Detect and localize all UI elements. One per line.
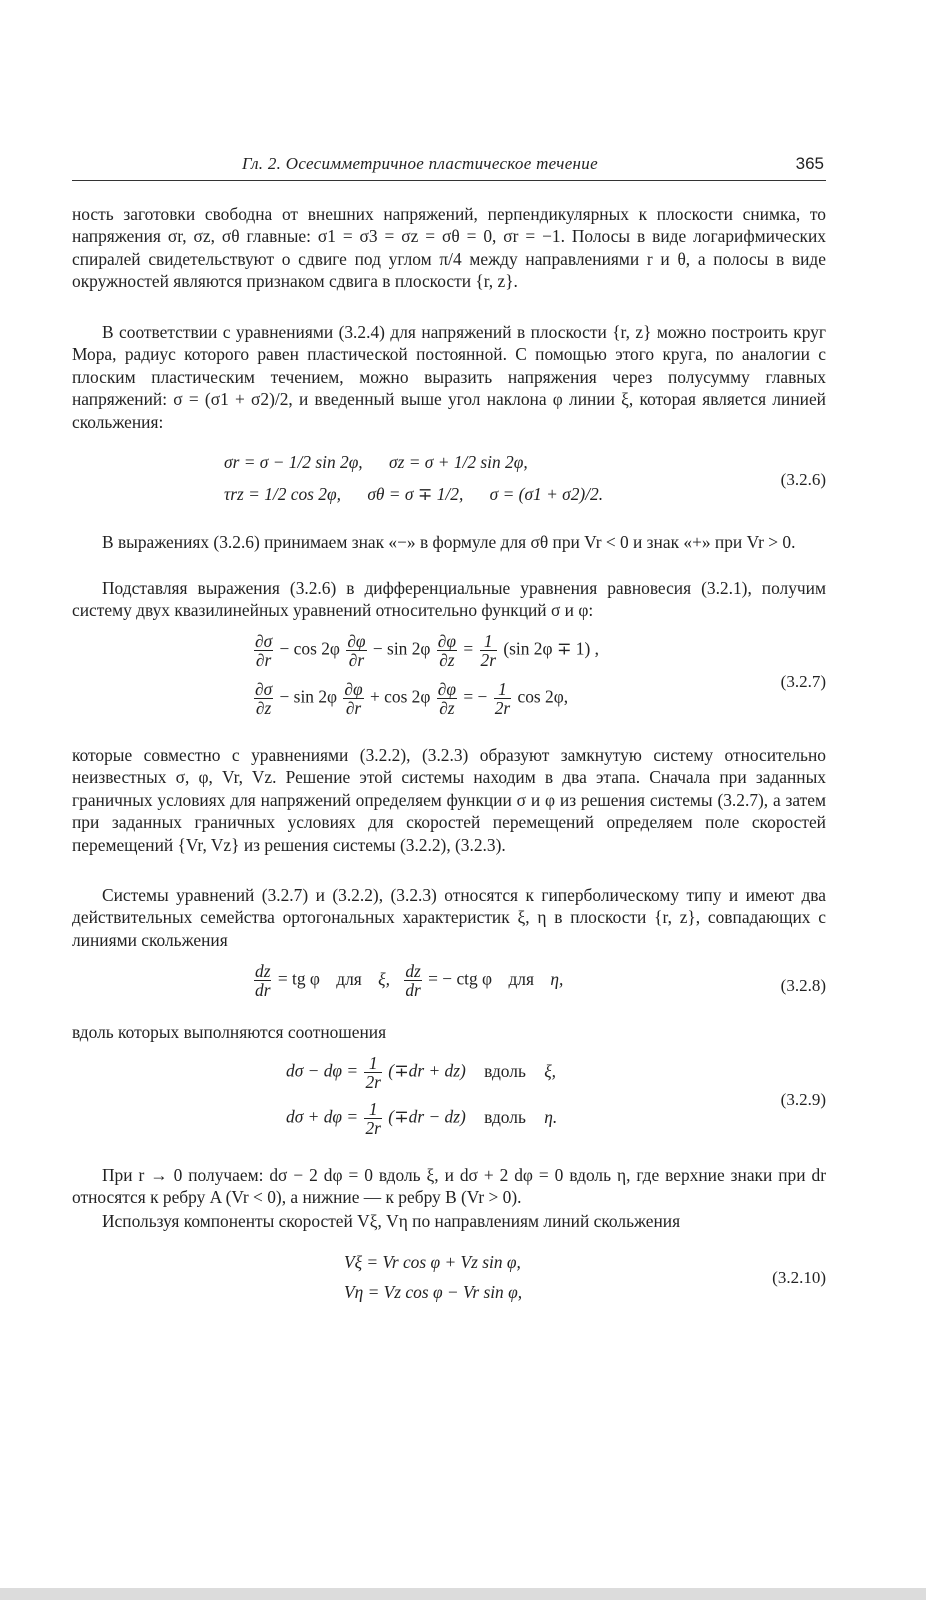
denominator: ∂r [255,650,272,670]
numerator: ∂φ [347,631,366,651]
eq-term: ξ, [378,968,390,989]
fraction [254,680,273,717]
denominator: 2r [365,1072,381,1092]
eq-line [224,484,603,505]
denominator: ∂z [439,650,455,670]
eq-term: = [463,638,474,659]
paragraph-5: которые совместно с уравнениями (3.2.2), (3.2.3) образуют замкнутую систему относительно неизвестных σ, φ, Vr, Vz. Решение этой системы находим в два этапа. Сначала при заданных граничных условиях для напряжений определяем функции σ и φ из решения системы (3.2.7), а затем при заданных граничных условиях для скоростей перемещений определяем поле скоростей перемещений {Vr, Vz} из решения системы (3.2.2), (3.2.3). [72,745,826,855]
fraction [437,680,457,717]
eq-term: = − ctg φ [428,968,493,989]
eq-line [252,680,568,717]
paragraph-8: При r → 0 получаем: dσ − 2 dφ = 0 вдоль ξ, и dσ + 2 dφ = 0 вдоль η, где верхние знаки при dr относятся к ребру A (Vr < 0), а нижние — к ребру B (Vr > 0). [72,1165,826,1208]
numerator: ∂φ [437,631,456,651]
eq-word: для [508,968,534,989]
paragraph-6: Системы уравнений (3.2.7) и (3.2.2), (3.2.3) относятся к гиперболическому типу и имеют два действительных семейства ортогональных характеристик ξ, η в плоскости {r, z}, совпадающих с линиями скольжения [72,885,826,950]
eq-line [252,962,563,999]
equation-3-2-7 [72,630,826,730]
fraction [364,1054,381,1091]
eq-term: σ = (σ1 + σ2)/2. [489,484,604,504]
numerator: 1 [364,1100,381,1119]
fraction [254,632,273,669]
eq-word: для [336,968,362,989]
eq-line [286,1054,556,1091]
denominator: 2r [365,1118,381,1138]
denominator: dr [405,980,421,1000]
eq-term: (sin 2φ ∓ 1) , [503,638,599,659]
fraction [494,680,511,717]
numerator: 1 [494,680,511,699]
equation-3-2-10 [72,1252,826,1312]
eq-term: η. [544,1106,558,1127]
numerator: dz [255,961,271,981]
denominator: ∂r [345,698,362,718]
numerator: ∂σ [255,679,273,699]
eq-term: = − [463,686,488,707]
paragraph-4: Подставляя выражения (3.2.6) в дифференциальные уравнения равновесия (3.2.1), получим систему двух квазилинейных уравнений относительно функций σ и φ: [72,578,826,621]
eq-term: (∓dr + dz) [388,1060,466,1081]
page-number: 365 [795,154,824,173]
equation-number: (3.2.7) [780,672,826,691]
eq-term: η, [550,968,564,989]
equation-3-2-6 [72,450,826,512]
fraction [404,962,421,999]
eq-line [224,452,528,473]
denominator: ∂z [439,698,455,718]
numerator: 1 [364,1054,381,1073]
denominator: 2r [494,698,511,718]
eq-term: − cos 2φ [279,638,340,659]
denominator: dr [255,980,271,1000]
denominator: 2r [480,650,496,670]
eq-line [286,1100,557,1137]
fraction [254,962,271,999]
equation-number: (3.2.9) [780,1090,826,1109]
eq-term: dσ + dφ = [286,1106,359,1127]
equation-number: (3.2.8) [780,976,826,995]
scan-edge [0,1588,926,1600]
eq-term: ξ, [544,1060,557,1081]
numerator: dz [405,961,421,981]
eq-term: (∓dr − dz) [388,1106,466,1127]
denominator: ∂r [348,650,365,670]
book-page [72,0,826,1600]
fraction [364,1100,381,1137]
eq-term: σz = σ + 1/2 sin 2φ, [389,452,528,472]
eq-word: вдоль [484,1060,526,1081]
eq-term: σθ = σ ∓ 1/2, [367,484,464,504]
eq-term: cos 2φ, [517,686,569,707]
paragraph-7: вдоль которых выполняются соотношения [72,1022,387,1042]
eq-term: τrz = 1/2 cos 2φ, [224,484,341,504]
fraction [437,632,457,669]
eq-word: вдоль [484,1106,526,1127]
numerator: ∂φ [344,679,363,699]
paragraph-9: Используя компоненты скоростей Vξ, Vη по направлениям линий скольжения [102,1211,681,1231]
paragraph-2: В соответствии с уравнениями (3.2.4) для напряжений в плоскости {r, z} можно построить круг Мора, радиус которого равен пластической постоянной. С помощью этого круга, по аналогии с плоским пластическим течением, можно выразить напряжения через полусумму главных напряжений: σ = (σ1 + σ2)/2, и введенный выше угол наклона φ линии ξ, которая является линией скольжения: [72,322,826,432]
eq-term: − sin 2φ [372,638,431,659]
eq-term: + cos 2φ [370,686,431,707]
equation-3-2-8 [72,960,826,1010]
paragraph-3: В выражениях (3.2.6) принимаем знак «−» в формуле для σθ при Vr < 0 и знак «+» при Vr > 0. [102,532,796,552]
fraction [343,680,363,717]
eq-line: Vη = Vz cos φ − Vr sin φ, [344,1282,523,1302]
eq-line [252,632,599,669]
equation-3-2-9 [72,1052,826,1147]
equation-number: (3.2.10) [772,1268,826,1287]
fraction [346,632,366,669]
running-head [72,154,826,181]
chapter-title: Гл. 2. Осесимметричное пластическое течение [242,154,598,173]
eq-term: = tg φ [277,968,320,989]
fraction [480,632,497,669]
numerator: ∂φ [437,679,456,699]
paragraph-1: ность заготовки свободна от внешних напряжений, перпендикулярных к плоскости снимка, то напряжения σr, σz, σθ главные: σ1 = σ3 = σz = σθ = 0, σr = −1. Полосы в виде логарифмических спиралей свидетельствуют о сдвиге под углом π/4 между направлениями r и θ, а полосы в виде окружностей являются признаком сдвига в плоскости {r, z}. [72,204,826,292]
eq-line: Vξ = Vr cos φ + Vz sin φ, [344,1252,521,1272]
numerator: 1 [480,632,497,651]
eq-term: dσ − dφ = [286,1060,359,1081]
eq-term: σr = σ − 1/2 sin 2φ, [224,452,363,472]
denominator: ∂z [255,698,272,718]
equation-number: (3.2.6) [780,470,826,489]
eq-term: − sin 2φ [279,686,338,707]
numerator: ∂σ [255,631,273,651]
